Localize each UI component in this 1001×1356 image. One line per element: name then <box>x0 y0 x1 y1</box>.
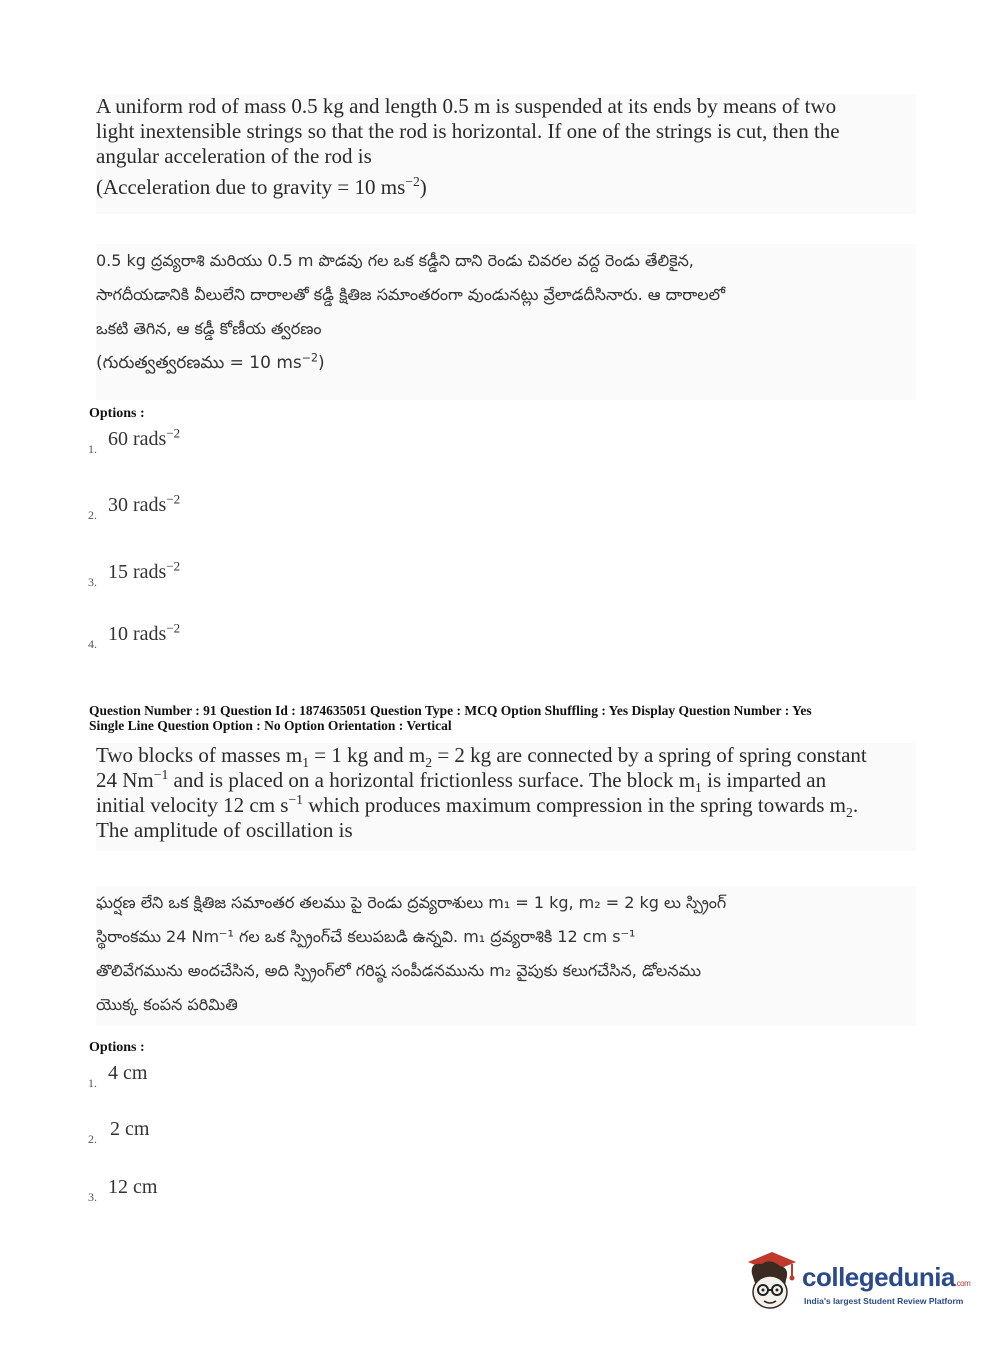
q91-en-line2: 24 $Nm^{-1}$ and is placed on a horizontal frictionless surface. The block $m_1$ is imparted an <box>96 767 827 796</box>
q91-meta-line2: Single Line Question Option : No Option Orientation : Vertical <box>89 718 452 733</box>
q91-english-text <box>96 743 916 851</box>
option-number: 2. <box>88 1132 97 1146</box>
q91-meta <box>89 703 969 733</box>
q91-te-line4: యొక్క కంపన పరిమితి <box>96 995 238 1014</box>
q91-te-line1: ఘర్షణ లేని ఒక క్షితిజ సమాంతర తలము పై రెండు ద్రవ్యరాశులు m₁ = 1 kg, m₂ = 2 kg లు స్ప్రింగ్ <box>96 893 727 912</box>
logo-wordmark: collegedunia.com <box>802 1262 971 1292</box>
option-value: 60 rads$^{-2}$ <box>108 425 181 450</box>
q90-te-line3: ఒకటి తెగిన, ఆ కడ్డీ కోణీయ త్వరణం <box>96 319 322 338</box>
option-number: 4. <box>88 637 97 651</box>
q90-english-text <box>96 94 916 214</box>
option-number: 2. <box>88 508 97 522</box>
q91-te-line2: స్థిరాంకము 24 Nm⁻¹ గల ఒక స్ప్రింగ్‌చే కలుపబడి ఉన్నవి. m₁ ద్రవ్యరాశికి 12 cm s⁻¹ <box>96 927 636 946</box>
q90-te-line2: సాగదీయడానికి వీలులేని దారాలతో కడ్డీ క్షితిజ సమాంతరంగా వుండునట్లు వ్రేలాడదీసినారు. ఆ దారాలలో <box>96 285 726 304</box>
option-value: 10 rads$^{-2}$ <box>108 620 181 645</box>
q90-te-gravity: (గురుత్వత్వరణము = 10 $ms^{-2}$) <box>96 351 325 373</box>
q90-en-line2: light inextensible strings so that the rod is horizontal. If one of the strings is cut, then the <box>96 119 840 143</box>
option-value: 30 rads$^{-2}$ <box>108 491 181 516</box>
q90-en-line1: A uniform rod of mass 0.5 kg and length 0.5 m is suspended at its ends by means of two <box>96 94 837 118</box>
collegedunia-logo[interactable] <box>740 1248 970 1318</box>
option-value: 2 cm <box>110 1118 150 1140</box>
q91-en-line4: The amplitude of oscillation is <box>96 818 353 842</box>
q90-telugu-text <box>96 244 916 400</box>
q91-meta-line1: Question Number : 91 Question Id : 1874635051 Question Type : MCQ Option Shuffling : Yes Display Question Number : Yes <box>89 703 812 718</box>
q91-en-line1: Two blocks of masses $m_1 = 1$ kg and $m_2 = 2$ kg are connected by a spring of spring constant <box>96 743 867 771</box>
option-number: 1. <box>88 442 97 456</box>
option-value: 15 rads$^{-2}$ <box>108 558 181 583</box>
q90-options-label: Options : <box>89 406 145 421</box>
mascot-icon <box>740 1248 800 1318</box>
option-value: 4 cm <box>108 1062 148 1084</box>
option-number: 1. <box>88 1076 97 1090</box>
option-number: 3. <box>88 575 97 589</box>
q91-en-line3: initial velocity 12 cm $s^{-1}$ which produces maximum compression in the spring towards $m_2$. <box>96 792 859 821</box>
q91-options-label: Options : <box>89 1040 145 1055</box>
option-value: 12 cm <box>108 1176 158 1198</box>
q90-en-line3: angular acceleration of the rod is <box>96 144 372 168</box>
q91-telugu-text <box>96 886 916 1026</box>
q90-te-line1: 0.5 kg ద్రవ్యరాశి మరియు 0.5 m పొడవు గల ఒక కడ్డీని దాని రెండు చివరల వద్ద రెండు తేలికైన, <box>96 251 694 270</box>
q90-en-gravity: (Acceleration due to gravity = 10 $ms^{-2}$) <box>96 174 427 199</box>
logo-tagline: India's largest Student Review Platform <box>804 1296 964 1306</box>
q91-te-line3: తొలివేగమును అందచేసిన, అది స్ప్రింగ్‌లో గరిష్ఠ సంపీడనమును m₂ వైపుకు కలుగచేసిన, డోలనము <box>96 961 702 980</box>
option-number: 3. <box>88 1190 97 1204</box>
